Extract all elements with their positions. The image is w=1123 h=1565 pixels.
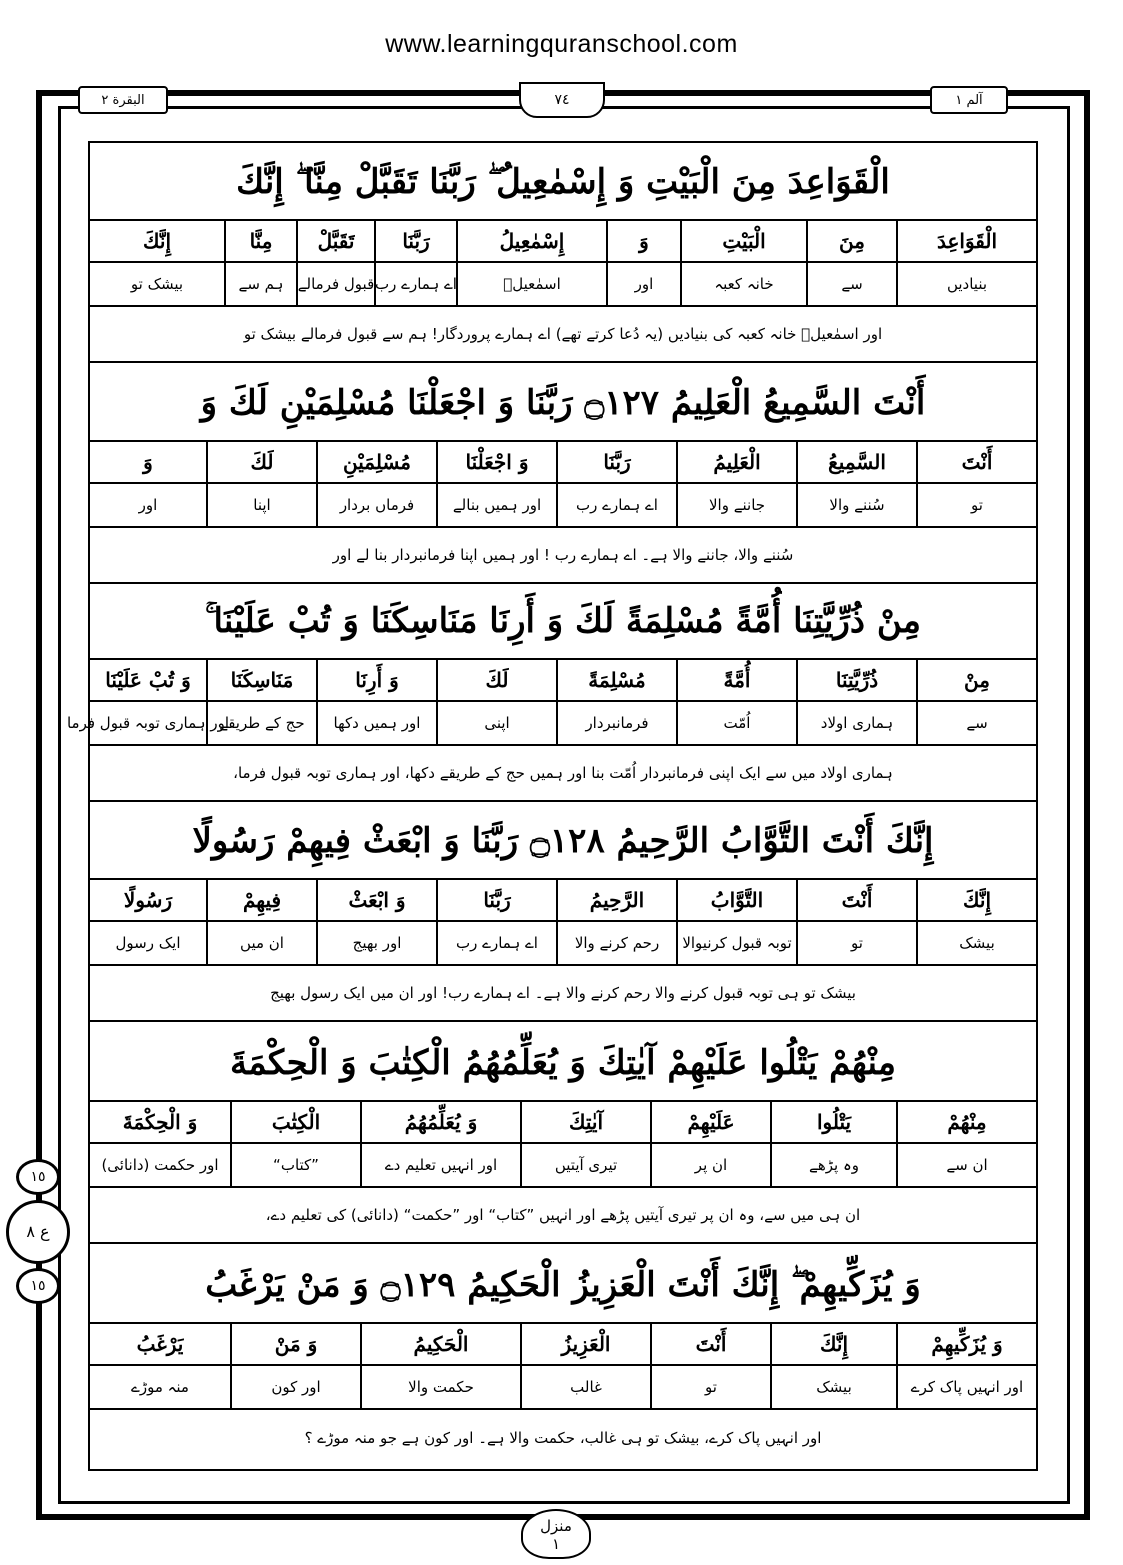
urdu-meaning-cell: اُمّت bbox=[676, 702, 796, 744]
urdu-meaning-cell: اپنا bbox=[206, 484, 316, 526]
arabic-word-cell: إِنَّكَ bbox=[770, 1324, 896, 1364]
arabic-word-cell: وَ أَرِنَا bbox=[316, 660, 436, 700]
arabic-word-cell: تَقَبَّلْ bbox=[296, 221, 374, 261]
page-number: ٧٤ bbox=[519, 82, 605, 118]
arabic-verse-line: وَ يُزَكِّيهِمْ ۖ إِنَّكَ أَنْتَ الْعَزِيزُ الْحَكِيمُ ۝١٢٩ وَ مَنْ يَرْغَبُ bbox=[90, 1246, 1036, 1324]
arabic-word-cell: مُسْلِمَةً bbox=[556, 660, 676, 700]
urdu-meaning-cell: اور انہیں تعلیم دے bbox=[360, 1144, 520, 1186]
urdu-meaning-cell: اے ہمارے رب bbox=[436, 922, 556, 964]
arabic-word-cell: مِنَّا bbox=[224, 221, 296, 261]
arabic-word-cell: الْعَلِيمُ bbox=[676, 442, 796, 482]
urdu-meaning-cell: رحم کرنے والا bbox=[556, 922, 676, 964]
urdu-meaning-cell: تو bbox=[916, 484, 1036, 526]
site-url[interactable]: www.learningquranschool.com bbox=[385, 30, 738, 58]
urdu-meaning-cell: ہماری اولاد bbox=[796, 702, 916, 744]
arabic-verse-line: مِنْهُمْ يَتْلُوا عَلَيْهِمْ آيٰتِكَ وَ يُعَلِّمُهُمُ الْكِتٰبَ وَ الْحِكْمَةَ bbox=[90, 1024, 1036, 1102]
verse-section bbox=[90, 1024, 1036, 1244]
urdu-meaning-cell: اے ہمارے رب bbox=[556, 484, 676, 526]
meaning-row bbox=[90, 484, 1036, 528]
urdu-meaning-cell: ہم سے bbox=[224, 263, 296, 305]
arabic-word-cell: الْكِتٰبَ bbox=[230, 1102, 360, 1142]
urdu-meaning-cell: بیشک تو bbox=[130, 275, 184, 293]
urdu-meaning-cell: منہ موڑے bbox=[131, 1378, 189, 1396]
urdu-translation-line: ہماری اولاد میں سے ایک اپنی فرمانبردار اُمّت بنا اور ہمیں حج کے طریقے دکھا، اور ہماری توبہ قبول فرما، bbox=[90, 746, 1036, 802]
urdu-meaning-cell: تیری آیتیں bbox=[520, 1144, 650, 1186]
arabic-word-cell: يَتْلُوا bbox=[770, 1102, 896, 1142]
urdu-meaning-cell: فرمانبردار bbox=[556, 702, 676, 744]
arabic-word-cell: ذُرِّيَّتِنَا bbox=[796, 660, 916, 700]
meaning-row bbox=[90, 922, 1036, 966]
urdu-meaning-cell: خانہ کعبہ bbox=[680, 263, 806, 305]
urdu-meaning-cell: وہ پڑھے bbox=[770, 1144, 896, 1186]
arabic-word-cell: أَنْتَ bbox=[650, 1324, 770, 1364]
arabic-word-cell: مُسْلِمَيْنِ bbox=[316, 442, 436, 482]
urdu-translation-line: اور اسمٰعیلؑ خانہ کعبہ کی بنیادیں (یہ دُعا کرتے تھے) اے ہمارے پروردگار! ہم سے قبول فرمالے بیشک تو bbox=[90, 307, 1036, 363]
surah-label: البقرة ٢ bbox=[78, 86, 168, 114]
arabic-word-cell: الْعَزِيزُ bbox=[520, 1324, 650, 1364]
urdu-meaning-cell: تو bbox=[650, 1366, 770, 1408]
urdu-meaning-cell: سے bbox=[916, 702, 1036, 744]
arabic-word-cell: عَلَيْهِمْ bbox=[650, 1102, 770, 1142]
urdu-meaning-cell: اسمٰعیلؑ bbox=[456, 263, 606, 305]
urdu-meaning-cell: ان پر bbox=[650, 1144, 770, 1186]
urdu-translation-line: ان ہی میں سے، وہ ان پر تیری آیتیں پڑھے اور انہیں ”کتاب“ اور ”حکمت“ (دانائی) کی تعلیم دے، bbox=[90, 1188, 1036, 1244]
urdu-meaning-cell: ”کتاب“ bbox=[230, 1144, 360, 1186]
arabic-word-cell: فِيهِمْ bbox=[206, 880, 316, 920]
arabic-word-cell: وَ تُبْ عَلَيْنَا bbox=[105, 668, 191, 692]
arabic-word-cell: وَ bbox=[606, 221, 680, 261]
verse-section bbox=[66, 582, 1036, 802]
urdu-meaning-cell: اور بھیج bbox=[316, 922, 436, 964]
arabic-word-cell: الرَّحِيمُ bbox=[556, 880, 676, 920]
urdu-meaning-cell: اور ہمیں بنالے bbox=[436, 484, 556, 526]
arabic-word-cell: أَنْتَ bbox=[796, 880, 916, 920]
urdu-meaning-cell: توبہ قبول کرنیوالا bbox=[676, 922, 796, 964]
urdu-meaning-cell: اور bbox=[138, 496, 158, 514]
urdu-meaning-cell: اور bbox=[606, 263, 680, 305]
urdu-meaning-cell: غالب bbox=[520, 1366, 650, 1408]
verse-section bbox=[90, 143, 1036, 363]
word-row bbox=[90, 660, 1036, 702]
verse-section bbox=[90, 364, 1036, 584]
urdu-meaning-cell: بنیادیں bbox=[896, 263, 1036, 305]
urdu-meaning-cell: ان سے bbox=[896, 1144, 1036, 1186]
urdu-meaning-cell: اور ہمیں دکھا bbox=[316, 702, 436, 744]
arabic-word-cell: وَ يُعَلِّمُهُمُ bbox=[360, 1102, 520, 1142]
arabic-word-cell: السَّمِيعُ bbox=[796, 442, 916, 482]
urdu-meaning-cell: ایک رسول bbox=[115, 934, 181, 952]
meaning-row bbox=[66, 702, 1036, 746]
arabic-word-cell: إِسْمٰعِيلُ bbox=[456, 221, 606, 261]
arabic-word-cell: مِنْهُمْ bbox=[896, 1102, 1036, 1142]
manzil-number: ١ bbox=[551, 1535, 561, 1553]
urdu-meaning-cell: حج کے طریقے bbox=[206, 702, 316, 744]
arabic-word-cell: وَ يُزَكِّيهِمْ bbox=[896, 1324, 1036, 1364]
arabic-word-cell: يَرْغَبُ bbox=[136, 1332, 184, 1356]
arabic-word-cell: وَ الْحِكْمَةَ bbox=[122, 1110, 198, 1134]
arabic-word-cell: رَبَّنَا bbox=[374, 221, 456, 261]
arabic-word-cell: مِنَ bbox=[806, 221, 896, 261]
word-row bbox=[90, 880, 1036, 922]
arabic-word-cell: وَ اجْعَلْنَا bbox=[436, 442, 556, 482]
arabic-verse-line: مِنْ ذُرِّيَّتِنَا أُمَّةً مُسْلِمَةً لَكَ وَ أَرِنَا مَنَاسِكَنَا وَ تُبْ عَلَيْنَا ۚ bbox=[90, 582, 1036, 660]
arabic-verse-line: إِنَّكَ أَنْتَ التَّوَّابُ الرَّحِيمُ ۝١٢٨ رَبَّنَا وَ ابْعَثْ فِيهِمْ رَسُولًا bbox=[90, 802, 1036, 880]
urdu-meaning-cell: سے bbox=[806, 263, 896, 305]
urdu-meaning-cell: اپنی bbox=[436, 702, 556, 744]
arabic-word-cell: الْقَوَاعِدَ bbox=[896, 221, 1036, 261]
ruku-marker-bottom: ١٥ bbox=[16, 1268, 60, 1304]
urdu-meaning-cell: اور حکمت (دانائی) bbox=[101, 1156, 219, 1174]
arabic-word-cell: مَنَاسِكَنَا bbox=[206, 660, 316, 700]
word-row bbox=[90, 1102, 1036, 1144]
manzil-label: منزل bbox=[540, 1517, 572, 1535]
urdu-meaning-cell: اور انہیں پاک کرے bbox=[896, 1366, 1036, 1408]
urdu-meaning-cell: بیشک bbox=[770, 1366, 896, 1408]
urdu-translation-line: اور انہیں پاک کرے، بیشک تو ہی غالب، حکمت والا ہے۔ اور کون ہے جو منہ موڑے ؟ bbox=[304, 1429, 822, 1447]
word-row bbox=[90, 221, 1036, 263]
arabic-word-cell: آيٰتِكَ bbox=[520, 1102, 650, 1142]
ruku-marker-top: ١٥ bbox=[16, 1159, 60, 1195]
word-row bbox=[90, 442, 1036, 484]
urdu-translation-line: بیشک تو ہی توبہ قبول کرنے والا رحم کرنے والا ہے۔ اے ہمارے رب! اور ان میں ایک رسول بھیج bbox=[90, 966, 1036, 1022]
arabic-word-cell: أُمَّةً bbox=[676, 660, 796, 700]
urdu-meaning-cell: بیشک bbox=[916, 922, 1036, 964]
arabic-word-cell: رَبَّنَا bbox=[556, 442, 676, 482]
arabic-word-cell: لَكَ bbox=[206, 442, 316, 482]
ruku-marker-main: ع ٨ bbox=[6, 1200, 70, 1264]
meaning-row bbox=[90, 263, 1036, 307]
urdu-meaning-cell: اور کون bbox=[230, 1366, 360, 1408]
para-label: آلم ١ bbox=[930, 86, 1008, 114]
arabic-word-cell: وَ مَنْ bbox=[230, 1324, 360, 1364]
arabic-word-cell: الْحَكِيمُ bbox=[360, 1324, 520, 1364]
arabic-word-cell: وَ bbox=[143, 450, 153, 474]
meaning-row bbox=[90, 1366, 1036, 1410]
arabic-word-cell: إِنَّكَ bbox=[143, 229, 171, 253]
arabic-word-cell: وَ ابْعَثْ bbox=[316, 880, 436, 920]
word-row bbox=[90, 1324, 1036, 1366]
arabic-verse-line: الْقَوَاعِدَ مِنَ الْبَيْتِ وَ إِسْمٰعِيلُ ۖ رَبَّنَا تَقَبَّلْ مِنَّا ۖ إِنَّكَ bbox=[90, 143, 1036, 221]
urdu-meaning-cell: ان میں bbox=[206, 922, 316, 964]
urdu-meaning-cell: حکمت والا bbox=[360, 1366, 520, 1408]
urdu-meaning-cell: سُننے والا bbox=[796, 484, 916, 526]
urdu-meaning-cell: اے ہمارے رب bbox=[374, 263, 456, 305]
urdu-meaning-cell: اور ہماری توبہ قبول فرما bbox=[66, 714, 230, 732]
verse-section bbox=[90, 802, 1036, 1022]
urdu-meaning-cell: تو bbox=[796, 922, 916, 964]
arabic-word-cell: التَّوَّابُ bbox=[676, 880, 796, 920]
manzil-badge bbox=[521, 1509, 591, 1559]
arabic-word-cell: لَكَ bbox=[436, 660, 556, 700]
urdu-translation-line: سُننے والا، جاننے والا ہے۔ اے ہمارے رب ! اور ہمیں اپنا فرمانبردار بنا لے اور bbox=[90, 528, 1036, 584]
arabic-word-cell: مِنْ bbox=[916, 660, 1036, 700]
arabic-word-cell: أَنْتَ bbox=[916, 442, 1036, 482]
arabic-word-cell: رَسُولًا bbox=[123, 888, 173, 912]
meaning-row bbox=[90, 1144, 1036, 1188]
arabic-word-cell: رَبَّنَا bbox=[436, 880, 556, 920]
arabic-verse-line: أَنْتَ السَّمِيعُ الْعَلِيمُ ۝١٢٧ رَبَّنَا وَ اجْعَلْنَا مُسْلِمَيْنِ لَكَ وَ bbox=[90, 364, 1036, 442]
urdu-meaning-cell: قبول فرمالے bbox=[296, 263, 374, 305]
arabic-word-cell: الْبَيْتِ bbox=[680, 221, 806, 261]
verse-section bbox=[90, 1246, 1036, 1466]
urdu-meaning-cell: جاننے والا bbox=[676, 484, 796, 526]
arabic-word-cell: إِنَّكَ bbox=[916, 880, 1036, 920]
urdu-meaning-cell: فرماں بردار bbox=[316, 484, 436, 526]
